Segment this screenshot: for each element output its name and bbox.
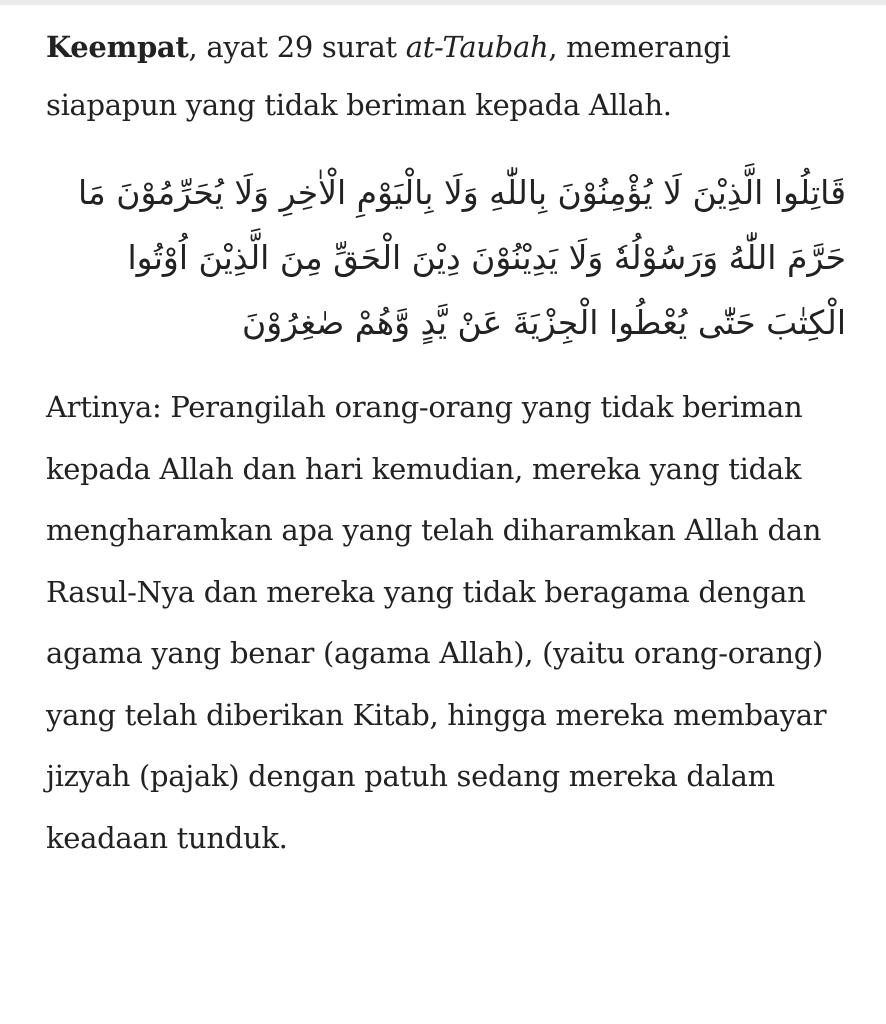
surah-name: at-Taubah (405, 30, 549, 64)
intro-text-2: , memerangi siapapun yang tidak beriman kepada Allah. (46, 30, 731, 122)
top-edge-bar (0, 0, 886, 5)
intro-text-1: , ayat 29 surat (188, 30, 406, 64)
intro-paragraph (46, 18, 846, 134)
article-content (46, 18, 846, 869)
quran-verse-arabic: قَاتِلُوا الَّذِيْنَ لَا يُؤْمِنُوْنَ بِاللّٰهِ وَلَا بِالْيَوْمِ الْاٰخِرِ وَلَا يُحَرِّمُوْنَ مَا حَرَّمَ اللّٰهُ وَرَسُوْلُهٗ وَلَا يَدِيْنُوْنَ دِيْنَ الْحَقِّ مِنَ الَّذِيْنَ اُوْتُوا الْكِتٰبَ حَتّٰى يُعْطُوا الْجِزْيَةَ عَنْ يَّدٍ وَّهُمْ صٰغِرُوْنَ (77, 173, 846, 342)
intro-lead: Keempat (46, 30, 189, 64)
translation-paragraph: Artinya: Perangilah orang-orang yang tidak beriman kepada Allah dan hari kemudian, mereka yang tidak mengharamkan apa yang telah diharamkan Allah dan Rasul-Nya dan mereka yang tidak beragama dengan agama yang benar (agama Allah), (yaitu orang-orang) yang telah diberikan Kitab, hingga mereka membayar jizyah (pajak) dengan patuh sedang mereka dalam keadaan tunduk. (46, 390, 827, 855)
